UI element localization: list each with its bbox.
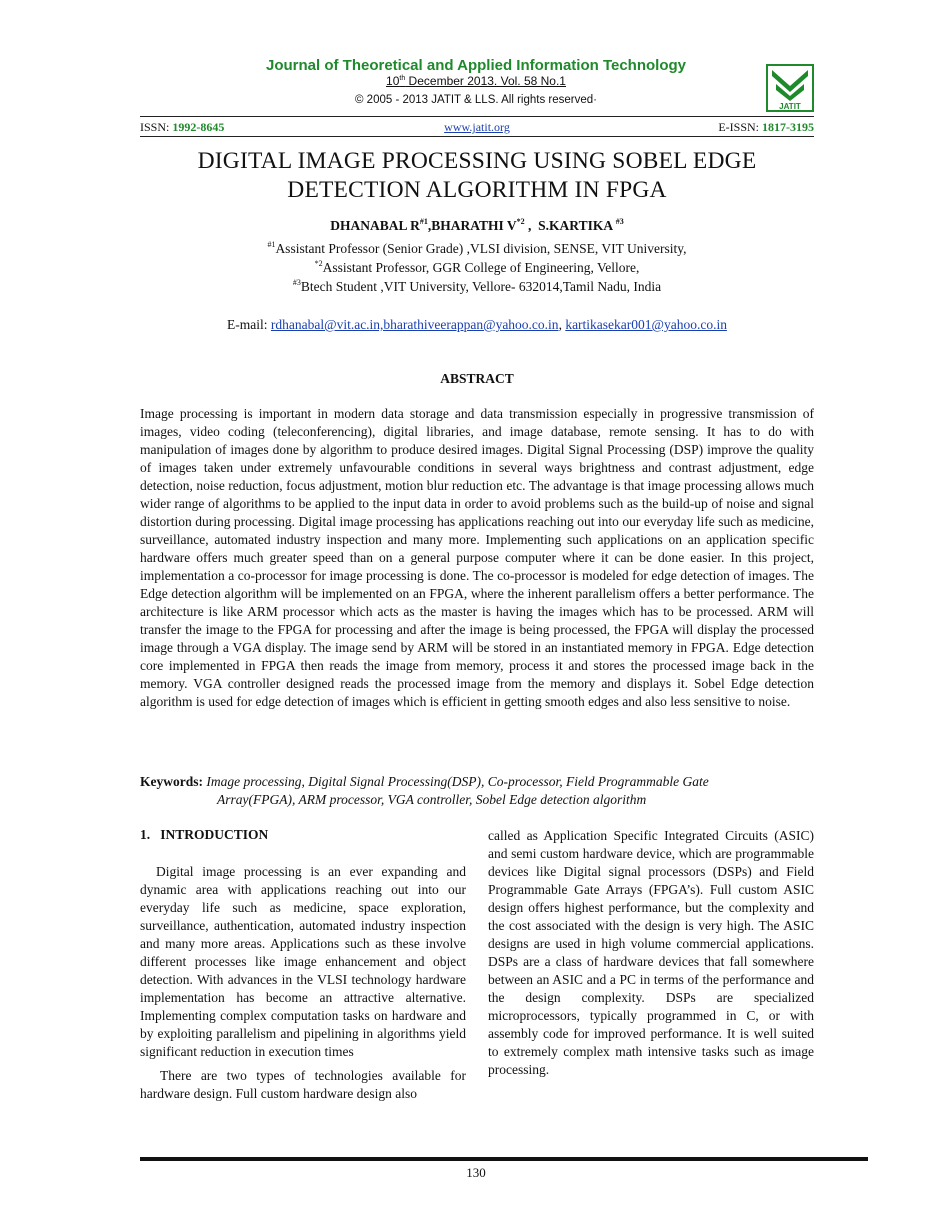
email-label: E-mail:	[227, 317, 271, 332]
email-line	[140, 317, 814, 333]
author-3: , S.KARTIKA	[524, 218, 616, 233]
eissn-value: 1817-3195	[762, 120, 814, 134]
issn-value: 1992-8645	[172, 120, 225, 134]
right-column	[488, 827, 814, 1079]
issue-details: December 2013. Vol. 58 No.1	[405, 74, 566, 88]
section-heading-introduction: 1. INTRODUCTION	[140, 827, 269, 842]
authors	[140, 217, 814, 234]
logo-text: JATIT	[779, 102, 801, 111]
affiliation-3-text: Btech Student ,VIT University, Vellore- 632014,Tamil Nadu, India	[300, 279, 662, 294]
author-1-mark: #1	[419, 217, 428, 226]
issue-day: 10	[386, 74, 400, 88]
intro-paragraph-right: called as Application Specific Integrated Circuits (ASIC) and semi custom hardware device, which are programmable devices like Digital signal processors (DSPs) and Field Programmable Gate Arrays (FPGA’s). Full custom ASIC design offers highest performance, but the complexity and the cost associated with the design is very high. The ASIC designs are used in high volume commercial applications. DSPs are a class of hardware devices that fall somewhere between an ASIC and a PC in terms of the performance and the design complexity. DSPs are specialized microprocessors, typically programmed in C, or with assembly code for improved performance. It is well suited to extremely complex math intensive tasks such as image processing.	[488, 828, 814, 1077]
email-separator: ,	[558, 317, 566, 332]
website-link[interactable]: www.jatit.org	[444, 120, 510, 134]
journal-title: Journal of Theoretical and Applied Information Technology	[265, 57, 687, 74]
copyright: © 2005 - 2013 JATIT & LLS. All rights reserved·	[355, 94, 597, 106]
eissn	[718, 120, 814, 135]
email-link-1[interactable]: rdhanabal@vit.ac.in,bharathiveerappan@yahoo.co.in	[270, 317, 559, 332]
affiliation-1-mark: #1	[267, 240, 276, 249]
abstract-heading: ABSTRACT	[440, 371, 514, 386]
issn-label: ISSN:	[140, 120, 173, 134]
affiliation-3	[140, 278, 814, 295]
intro-paragraph-1: Digital image processing is an ever expanding and dynamic area with applications reaching out into our everyday life such as medicine, space exploration, surveillance, authentication, automated industry inspection and many more areas. Applications such as these involve different processes like image enhancement and object detection. With advances in the VLSI technology hardware implementation has become an attractive alternative. Implementing complex computation tasks on hardware and by exploiting parallelism and pipelining in algorithms yield significant reduction in execution times	[140, 864, 466, 1059]
author-2-mark: *2	[516, 217, 525, 226]
affiliation-2	[140, 259, 814, 276]
author-3-mark: #3	[615, 217, 624, 226]
keywords	[140, 773, 814, 809]
keywords-line-1: Image processing, Digital Signal Processing(DSP), Co-processor, Field Programmable Gate	[203, 774, 709, 789]
keywords-line-2: Array(FPGA), ARM processor, VGA controller, Sobel Edge detection algorithm	[217, 792, 647, 807]
abstract-body: Image processing is important in modern data storage and data transmission especially in progressive transmission of images, video coding (teleconferencing), digital libraries, and image database, remote sensing. It has to do with manipulation of images done by algorithm to produce desired images. Digital Signal Processing (DSP) improve the quality of images taken under extremely unfavourable conditions in several ways brightness and contrast adjustment, edge detection, noise reduction, focus adjustment, motion blur reduction etc. The advantage is that image processing allows much wider range of algorithms to be applied to the input data in order to avoid problems such as the build-up of noise and signal distortion during processing. Digital image processing has applications reaching out into our everyday life such as medicine, surveillance, automated industry inspection and many more. Implementing such applications on an application specific hardware offers much greater speed than on a general purpose computer where it can be done easier. In this project, implementation a co-processor for image processing is done. The co-processor is modeled for edge detection of images. The Edge detection algorithm will be implemented on an FPGA, where the inherent parallelism offers a better performance. The architecture is like ARM processor which acts as the master is having the images which has to be processed. ARM will transfer the image to the FPGA for processing and after the image is being processed, the FPGA will display the processed image through a VGA display. The image send by ARM will be stored in an instantiated memory in FPGA. Edge detection core implemented in FPGA then reads the image from memory, process it and stores the processed image back in the memory. VGA controller designed reads the processed image from the memory and displays it. Sobel Edge detection algorithm is used for edge detection of images which is efficient in getting smooth edges and also less sensitive to noise.	[140, 406, 814, 709]
affiliation-2-mark: *2	[314, 259, 323, 268]
paper-title	[140, 147, 814, 205]
affiliation-1	[140, 240, 814, 257]
page-number: 130	[466, 1165, 486, 1180]
left-column	[140, 863, 466, 1103]
author-1: DHANABAL R	[330, 218, 420, 233]
affiliation-3-mark: #3	[292, 278, 301, 287]
author-2: ,BHARATHI V	[427, 218, 517, 233]
issue-day-suffix: th	[399, 75, 406, 82]
jatit-logo-icon	[766, 64, 814, 112]
email-link-2[interactable]: kartikasekar001@yahoo.co.in	[565, 317, 727, 332]
title-line-1: DIGITAL IMAGE PROCESSING USING SOBEL EDGE	[197, 148, 757, 174]
affiliation-1-text: Assistant Professor (Senior Grade) ,VLSI division, SENSE, VIT University,	[275, 241, 687, 256]
header-rule-top	[140, 116, 814, 117]
intro-paragraph-2: There are two types of technologies available for hardware design. Full custom hardware design also	[140, 1068, 466, 1101]
title-line-2: DETECTION ALGORITHM IN FPGA	[287, 177, 667, 203]
eissn-label: E-ISSN:	[718, 120, 762, 134]
jatit-logo	[766, 64, 814, 112]
footer-rule	[140, 1157, 868, 1161]
header-rule-bottom	[140, 136, 814, 137]
keywords-label: Keywords:	[140, 774, 203, 789]
affiliation-2-text: Assistant Professor, GGR College of Engineering, Vellore,	[322, 260, 640, 275]
